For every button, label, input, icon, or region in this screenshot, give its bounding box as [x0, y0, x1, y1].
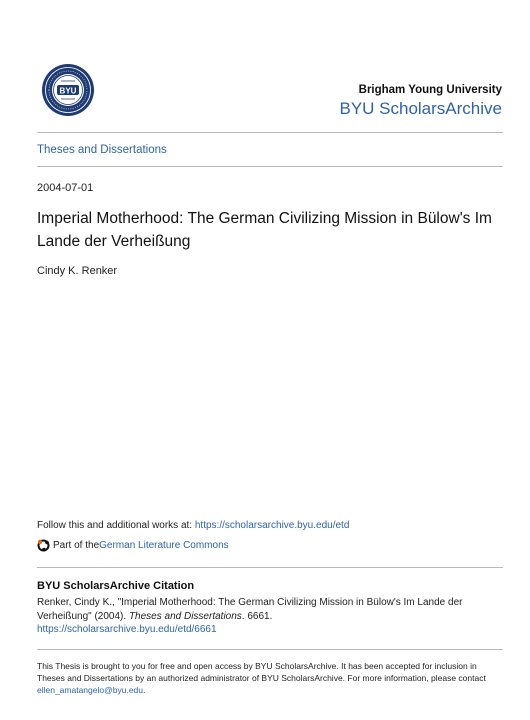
- institution-name: Brigham Young University: [358, 84, 502, 96]
- breadcrumb-theses-link[interactable]: Theses and Dissertations: [37, 144, 167, 156]
- publication-date: 2004-07-01: [37, 182, 94, 194]
- citation-number: . 6661.: [241, 610, 273, 622]
- follow-url-link[interactable]: https://scholarsarchive.byu.edu/etd: [194, 520, 350, 531]
- byu-seal-logo: [41, 63, 95, 117]
- citation-text: [37, 596, 505, 637]
- access-notice-text: This Thesis is brought to you for free and open access by BYU ScholarsArchive. It has been accepted for inclusion in Theses and Dissertations by an authorized administrator of BYU ScholarsArchive. For more information, please contact: [37, 661, 486, 683]
- author-name: Cindy K. Renker: [37, 265, 118, 277]
- citation-body: Renker, Cindy K., "Imperial Motherhood: The German Civilizing Mission in Bülow's Im Lande der Verheißung" (2004).: [37, 597, 463, 622]
- part-of-prefix: Part of the: [53, 540, 100, 551]
- citation-url-link[interactable]: https://scholarsarchive.byu.edu/etd/6661: [37, 624, 217, 635]
- divider: [37, 132, 503, 133]
- part-of-line: [37, 539, 229, 552]
- citation-heading: BYU ScholarsArchive Citation: [37, 580, 195, 592]
- archive-name[interactable]: BYU ScholarsArchive: [339, 99, 502, 118]
- contact-email-link[interactable]: ellen_amatangelo@byu.edu: [37, 685, 143, 695]
- follow-line: [37, 520, 349, 531]
- network-commons-icon: [37, 539, 50, 552]
- seal-monogram: BYU: [59, 86, 77, 96]
- document-title: Imperial Motherhood: The German Civilizing Mission in Bülow's Im Lande der Verheißung: [37, 210, 492, 250]
- follow-prefix: Follow this and additional works at:: [37, 520, 195, 531]
- german-literature-commons-link[interactable]: German Literature Commons: [99, 540, 229, 551]
- access-notice-end: .: [142, 685, 146, 695]
- divider: [37, 649, 503, 650]
- divider: [37, 166, 503, 167]
- citation-series: Theses and Dissertations: [128, 610, 242, 622]
- access-notice: [37, 660, 503, 696]
- divider: [37, 567, 503, 568]
